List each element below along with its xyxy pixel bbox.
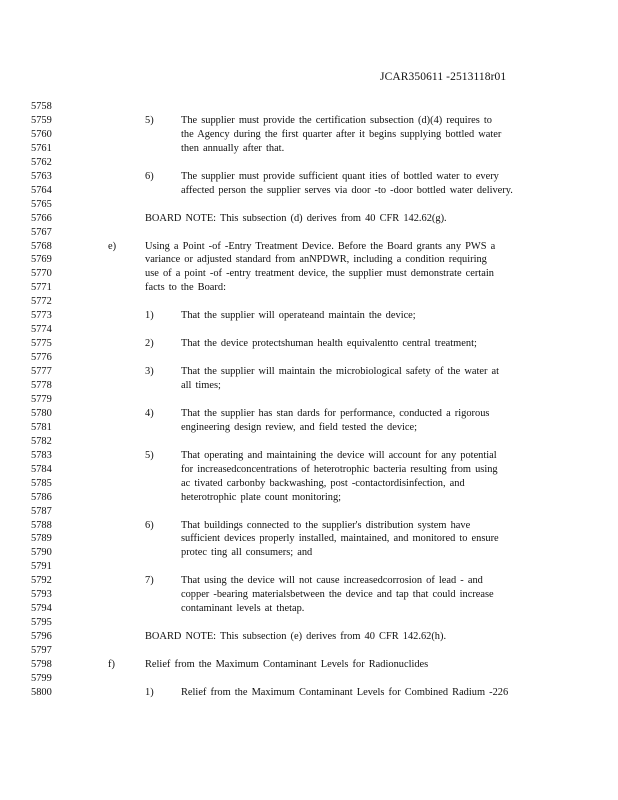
line-number: 5793: [31, 589, 52, 601]
line-number: 5770: [31, 268, 52, 280]
line-number: 5776: [31, 352, 52, 364]
line-number: 5792: [31, 575, 52, 587]
text-line: That using the device will not cause increasedcorrosion of lead - and: [181, 575, 483, 587]
text-line: Relief from the Maximum Contaminant Levels for Combined Radium -226: [181, 686, 509, 698]
line-number: 5794: [31, 603, 52, 615]
line-number: 5766: [31, 212, 52, 224]
line-number: 5786: [31, 491, 52, 503]
line-number: 5799: [31, 672, 52, 684]
line-number: 5791: [31, 561, 52, 573]
text-line: facts to the Board:: [145, 282, 226, 294]
text-line: all times;: [181, 380, 221, 391]
text-line: for increasedconcentrations of heterotrophic bacteria resulting from using: [181, 463, 498, 475]
text-line: The supplier must provide sufficient quant ities of bottled water to every: [181, 170, 499, 182]
line-number: 5774: [31, 324, 52, 336]
line-number: 5780: [31, 407, 52, 419]
text-line: 7): [145, 575, 154, 587]
line-number: 5782: [31, 435, 52, 447]
text-line: use of a point -of -entry treatment device, the supplier must demonstrate certain: [145, 268, 494, 280]
line-number: 5758: [31, 101, 52, 112]
text-line: variance or adjusted standard from anNPDWR, including a condition requiring: [145, 254, 487, 266]
line-number: 5788: [31, 519, 52, 531]
text-line: contaminant levels at thetap.: [181, 603, 305, 615]
text-line: Using a Point -of -Entry Treatment Device. Before the Board grants any PWS a: [145, 240, 496, 252]
text-line: 6): [145, 170, 154, 182]
text-line: protec ting all consumers; and: [181, 547, 313, 559]
text-line: heterotrophic plate count monitoring;: [181, 491, 342, 503]
line-number: 5787: [31, 505, 52, 517]
line-number: 5783: [31, 449, 52, 461]
text-line: the Agency during the first quarter after it begins supplying bottled water: [181, 128, 502, 140]
text-line: That the supplier has stan dards for performance, conducted a rigorous: [181, 407, 490, 419]
line-number: 5761: [31, 142, 52, 154]
text-line: BOARD NOTE: This subsection (e) derives from 40 CFR 142.62(h).: [145, 631, 447, 643]
text-line: 3): [145, 366, 154, 378]
line-number: 5763: [31, 170, 52, 182]
line-number: 5798: [31, 659, 52, 670]
line-number: 5762: [31, 156, 52, 168]
text-line: copper -bearing materialsbetween the device and tap that could increase: [181, 589, 494, 601]
text-line: sufficient devices properly installed, maintained, and monitored to ensure: [181, 533, 499, 545]
line-number: 5772: [31, 296, 52, 308]
text-line: f): [108, 659, 115, 670]
line-number: 5765: [31, 198, 52, 210]
line-number: 5769: [31, 254, 52, 266]
line-number: 5796: [31, 631, 52, 643]
line-number: 5789: [31, 533, 52, 545]
text-line: 5): [145, 449, 154, 461]
line-number: 5777: [31, 366, 52, 378]
line-number: 5797: [31, 645, 52, 657]
line-number: 5767: [31, 226, 52, 238]
text-line: e): [108, 240, 117, 252]
line-number: 5790: [31, 547, 52, 559]
line-number: 5773: [31, 310, 52, 322]
text-line: BOARD NOTE: This subsection (d) derives from 40 CFR 142.62(g).: [145, 212, 447, 224]
line-number: 5779: [31, 393, 52, 405]
line-number: 5800: [31, 686, 52, 698]
text-line: then annually after that.: [181, 142, 285, 154]
text-line: ac tivated carbonby backwashing, post -contactordisinfection, and: [181, 477, 465, 489]
line-number: 5778: [31, 380, 52, 391]
text-line: affected person the supplier serves via door -to -door bottled water delivery.: [181, 184, 513, 196]
text-line: 5): [145, 114, 154, 126]
line-number: 5775: [31, 338, 52, 350]
line-number: 5785: [31, 477, 52, 489]
text-line: Relief from the Maximum Contaminant Levels for Radionuclides: [145, 659, 429, 670]
line-number: 5764: [31, 184, 52, 196]
line-number: 5771: [31, 282, 52, 294]
document-id-header: JCAR350611 -2513118r01: [380, 71, 507, 83]
text-line: That buildings connected to the supplier's distribution system have: [181, 519, 471, 531]
text-line: The supplier must provide the certification subsection (d)(4) requires to: [181, 114, 492, 126]
line-number: 5760: [31, 128, 52, 140]
line-number: 5768: [31, 240, 52, 252]
line-number: 5795: [31, 617, 52, 629]
line-number: 5781: [31, 421, 52, 433]
text-line: 4): [145, 407, 154, 419]
line-number: 5784: [31, 463, 52, 475]
text-line: That operating and maintaining the device will account for any potential: [181, 449, 497, 461]
text-line: 2): [145, 338, 154, 350]
line-number: 5759: [31, 114, 52, 126]
text-line: That the supplier will operateand maintain the device;: [181, 310, 416, 322]
text-line: That the supplier will maintain the microbiological safety of the water at: [181, 366, 500, 378]
text-line: 1): [145, 310, 154, 322]
text-line: 1): [145, 686, 154, 698]
text-line: engineering design review, and field tested the device;: [181, 421, 418, 433]
text-line: That the device protectshuman health equivalentto central treatment;: [181, 338, 477, 350]
text-line: 6): [145, 519, 154, 531]
